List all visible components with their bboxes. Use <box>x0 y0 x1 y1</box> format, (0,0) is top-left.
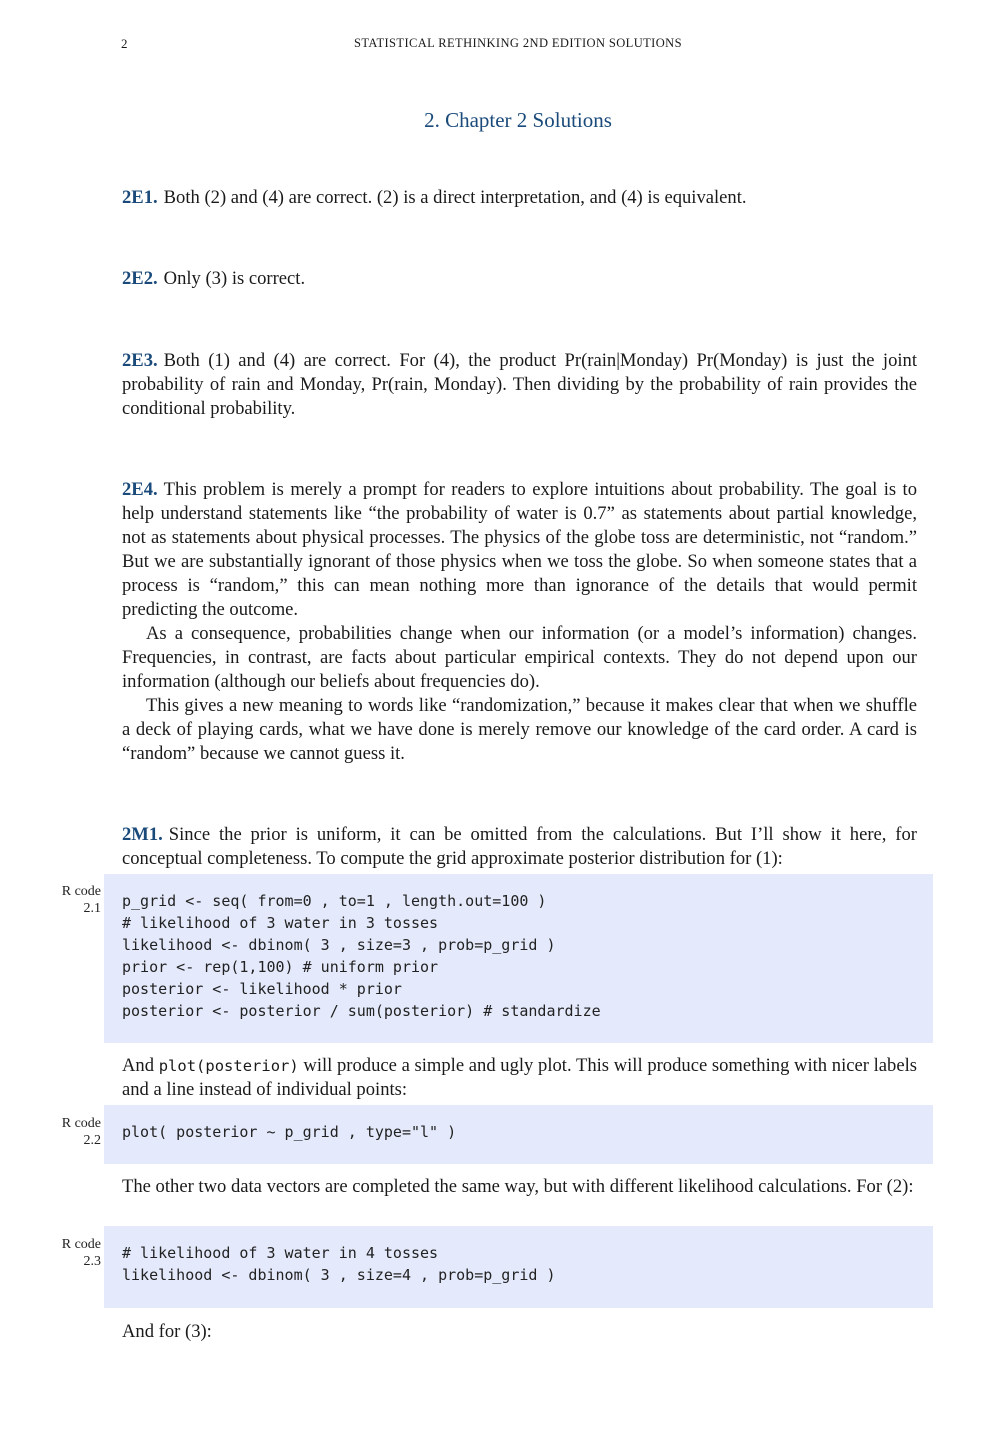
problem-text: This problem is merely a prompt for readers to explore intuitions about probability. The goal is to help understand statements like “the probability of water is 0.7” as statements about partial knowledge, not as statements about physical processes. The physics of the globe toss are deterministic, not “random.” But we are substantially ignorant of those physics when we toss the globe. So when someone states that a process is “random,” this can mean nothing more than ignorance of the details that would permit predicting the outcome. <box>122 479 917 620</box>
code-tag <box>40 1236 101 1270</box>
code-tag-number: 2.1 <box>83 901 101 916</box>
problem-2m1-after-code-3: And for (3): <box>122 1321 212 1342</box>
chapter-title: 2. Chapter 2 Solutions <box>424 108 612 132</box>
problem-2e3 <box>122 349 917 421</box>
code-tag-number: 2.2 <box>83 1133 101 1148</box>
code-line: p_grid <- seq( from=0 , to=1 , length.out=100 ) <box>122 892 547 910</box>
code-line: posterior <- likelihood * prior <box>122 980 402 998</box>
problem-label: 2E1. <box>122 187 158 208</box>
problem-2m1-after-code-1 <box>122 1054 917 1102</box>
code-line: likelihood <- dbinom( 3 , size=4 , prob=p_grid ) <box>122 1266 556 1284</box>
code-line: plot( posterior ~ p_grid , type="l" ) <box>122 1123 457 1141</box>
problem-text: Both (1) and (4) are correct. For (4), the product Pr(rain|Monday) Pr(Monday) is just the joint probability of rain and Monday, Pr(rain, Monday). Then dividing by the probability of rain provides the conditional probability. <box>122 350 917 419</box>
code-line: # likelihood of 3 water in 3 tosses <box>122 914 439 932</box>
running-title: STATISTICAL RETHINKING 2ND EDITION SOLUTIONS <box>354 36 682 50</box>
code-tag-label: R code <box>61 1116 101 1131</box>
problem-label: 2M1. <box>122 824 163 845</box>
code-tag-label: R code <box>61 1237 101 1252</box>
inline-code: plot(posterior) <box>158 1057 299 1075</box>
page-number: 2 <box>121 36 128 51</box>
code-tag-label: R code <box>61 884 101 899</box>
code-block-2-2[interactable] <box>104 1105 933 1164</box>
code-tag <box>40 1115 101 1149</box>
problem-2e4 <box>122 478 917 766</box>
problem-text: Both (2) and (4) are correct. (2) is a direct interpretation, and (4) is equivalent. <box>163 187 747 208</box>
text-fragment: And <box>122 1055 159 1076</box>
problem-label: 2E4. <box>122 479 158 500</box>
problem-2e2 <box>122 267 917 291</box>
problem-2m1-after-code-2: The other two data vectors are completed the same way, but with different likelihood calculations. For (2): <box>122 1176 914 1197</box>
problem-2m1-intro <box>122 823 917 871</box>
code-line: posterior <- posterior / sum(posterior) # standardize <box>122 1002 601 1020</box>
code-block-2-3[interactable] <box>104 1226 933 1308</box>
problem-2e1 <box>122 186 917 210</box>
text-fragment: will produce a simple and ugly plot. This will produce something with nicer labels and a line instead of individual points: <box>122 1055 918 1100</box>
code-line: prior <- rep(1,100) # uniform prior <box>122 958 439 976</box>
paragraph <box>122 478 917 622</box>
paragraph: This gives a new meaning to words like “randomization,” because it makes clear that when we shuffle a deck of playing cards, what we have done is merely remove our knowledge of the card order. A card is “random” because we cannot guess it. <box>122 695 917 764</box>
problem-text: Only (3) is correct. <box>163 268 306 289</box>
code-line: # likelihood of 3 water in 4 tosses <box>122 1244 439 1262</box>
code-tag-number: 2.3 <box>83 1254 101 1269</box>
paragraph: As a consequence, probabilities change when our information (or a model’s information) changes. Frequencies, in contrast, are facts about particular empirical contexts. They do not depend upon our information (although our beliefs about frequencies do). <box>122 623 917 692</box>
running-head <box>0 36 1008 56</box>
code-tag <box>40 883 101 917</box>
code-block-2-1[interactable] <box>104 874 933 1043</box>
problem-label: 2E3. <box>122 350 158 371</box>
problem-text: Since the prior is uniform, it can be omitted from the calculations. But I’ll show it here, for conceptual completeness. To compute the grid approximate posterior distribution for (1): <box>122 824 917 869</box>
code-line: likelihood <- dbinom( 3 , size=3 , prob=p_grid ) <box>122 936 556 954</box>
problem-label: 2E2. <box>122 268 158 289</box>
